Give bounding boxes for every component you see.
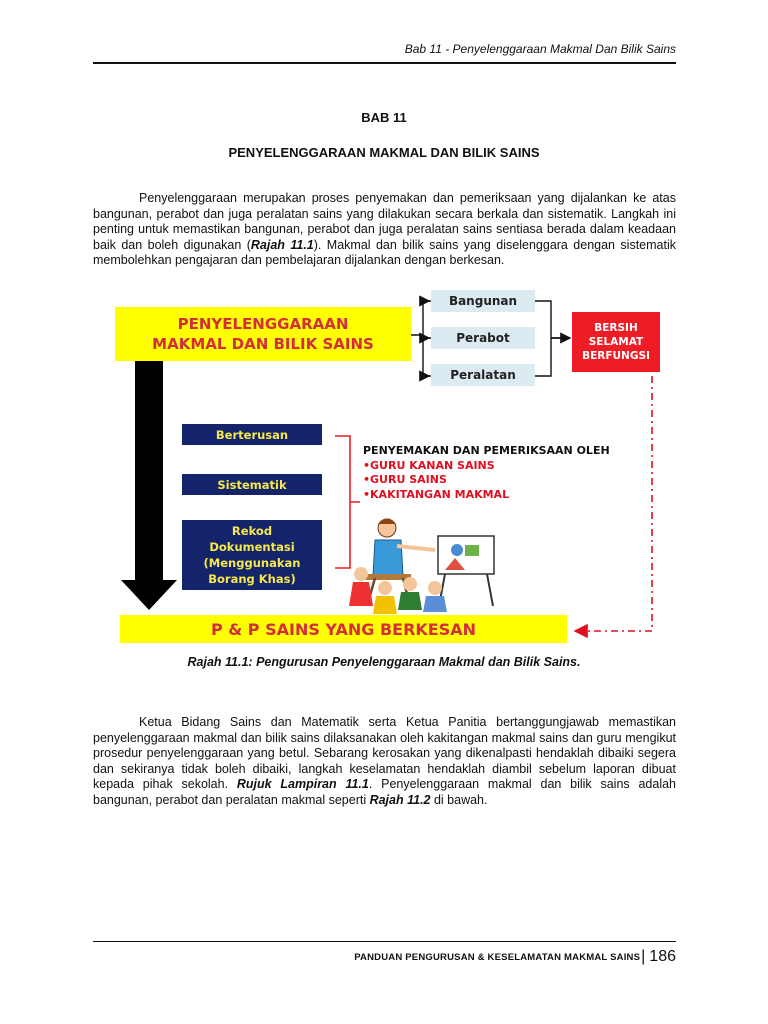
inspection-item: •GURU KANAN SAINS <box>363 458 495 472</box>
chapter-number: BAB 11 <box>361 110 407 125</box>
big-down-arrow <box>121 361 177 610</box>
paragraph-text: . Penyelenggaraan makmal dan bilik sains adalah bangunan, perabot dan peralatan makmal seperti <box>93 777 676 807</box>
result-box: P & P SAINS YANG BERKESAN <box>120 615 567 643</box>
record-line: Borang Khas) <box>208 572 296 586</box>
figure-reference: Rajah 11.1 <box>250 237 314 252</box>
footer-rule <box>93 941 676 942</box>
outcome-line: BERSIH <box>594 322 638 334</box>
target-perabot: Perabot <box>431 327 535 349</box>
target-bangunan: Bangunan <box>431 290 535 312</box>
record-line: Rekod <box>231 524 273 538</box>
paragraph-text: ). Makmal dan bilik sains yang diselenggara dengan sistematik membolehkan pengajaran dan pembelajaran dijalankan dengan berkesan. <box>93 237 676 267</box>
criteria-sistematik: Sistematik <box>182 474 322 495</box>
page-number: 186 <box>649 948 676 965</box>
record-line: Dokumentasi <box>209 540 295 554</box>
record-line: (Menggunakan <box>203 556 301 570</box>
intro-paragraph <box>93 191 676 269</box>
main-box-line: PENYELENGGARAAN <box>177 315 349 333</box>
inspection-bracket <box>335 436 360 568</box>
footer <box>354 948 676 966</box>
feedback-dashed-line <box>575 376 652 631</box>
outcome-line: BERFUNGSI <box>582 350 650 362</box>
running-header: Bab 11 - Penyelenggaraan Makmal Dan Bilik Sains <box>404 42 676 56</box>
header-rule <box>93 62 676 64</box>
inspection-item: •GURU SAINS <box>363 473 447 486</box>
footer-title: PANDUAN PENGURUSAN & KESELAMATAN MAKMAL SAINS <box>354 951 641 963</box>
outcome-line: SELAMAT <box>588 336 644 348</box>
outcome-box <box>572 312 660 372</box>
main-box <box>115 307 411 361</box>
inspection-heading: PENYEMAKAN DAN PEMERIKSAAN OLEH <box>363 444 610 457</box>
figure-reference: Rajah 11.2 <box>369 792 431 807</box>
paragraph-text: di bawah. <box>430 792 488 807</box>
responsibility-paragraph <box>93 715 676 808</box>
paragraph-text: Penyelenggaraan merupakan proses penyemakan dan pemeriksaan yang dijalankan ke atas bangunan, perabot dan juga peralatan sains yang dilakukan secara berkala dan sistematik. Langkah ini penting untuk memastikan bangunan, perabot dan juga peralatan sains sentiasa berada dalam keadaan baik dan boleh digunakan ( <box>93 191 676 252</box>
target-peralatan: Peralatan <box>431 364 535 386</box>
teacher-children-illustration <box>349 519 494 615</box>
chapter-title: PENYELENGGARAAN MAKMAL DAN BILIK SAINS <box>228 145 540 160</box>
appendix-reference: Rujuk Lampiran 11.1 <box>236 777 369 791</box>
footer-separator: | <box>641 948 646 965</box>
record-box <box>182 520 322 590</box>
inspection-list <box>363 444 610 502</box>
main-box-line: MAKMAL DAN BILIK SAINS <box>152 335 374 353</box>
criteria-berterusan: Berterusan <box>182 424 322 445</box>
paragraph-text: Ketua Bidang Sains dan Matematik serta Ketua Panitia bertanggungjawab memastikan penyelenggaraan makmal dan bilik sains dilaksanakan oleh kakitangan makmal sains dan guru mengikut prosedur penyelenggaraan yang betul. Sebarang kerosakan yang dikenalpasti hendaklah dibaiki segera dan sekiranya tidak boleh dibaiki, langkah keselamatan hendaklah diambil sebelum laporan dibuat kepada pihak sekolah. <box>93 715 676 791</box>
inspection-item: •KAKITANGAN MAKMAL <box>363 487 510 501</box>
figure-caption: Rajah 11.1: Pengurusan Penyelenggaraan Makmal dan Bilik Sains. <box>187 655 581 669</box>
maintenance-diagram <box>105 288 675 648</box>
